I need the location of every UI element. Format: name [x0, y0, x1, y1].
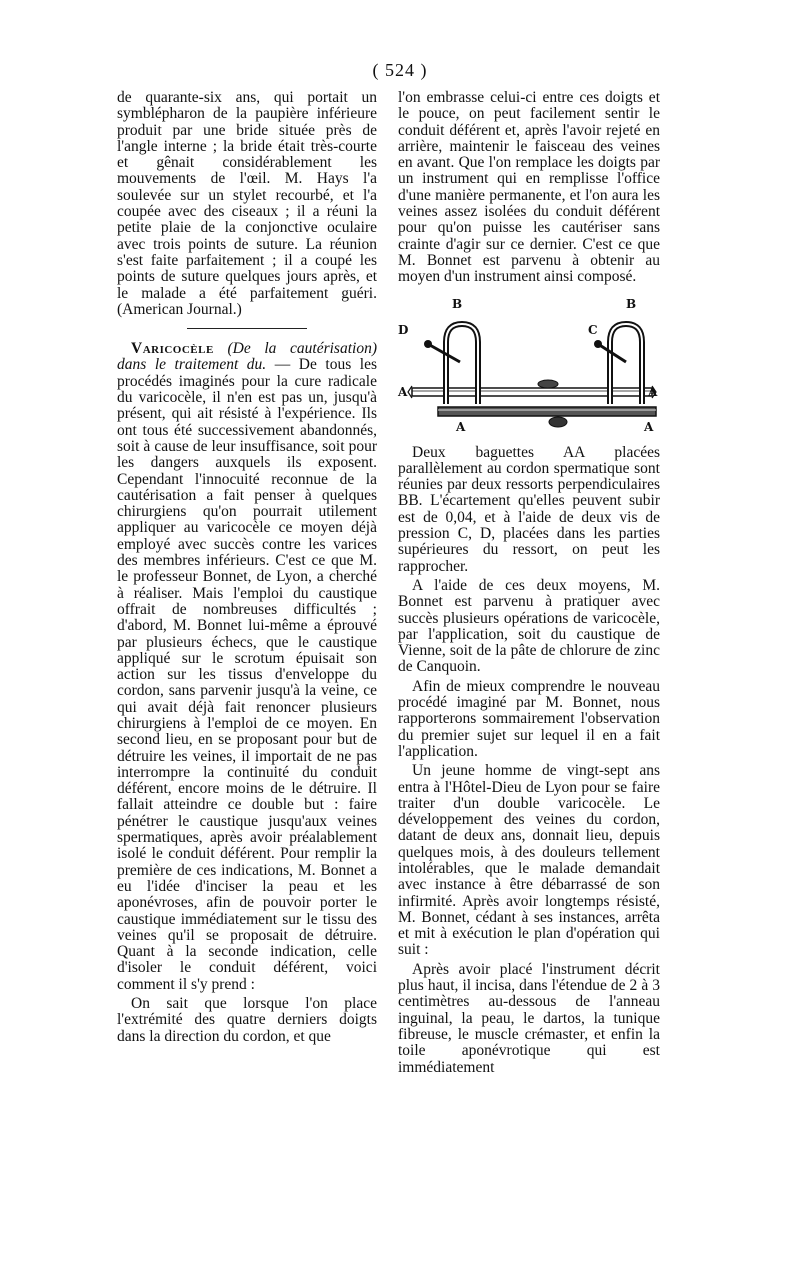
section-divider: [187, 328, 307, 329]
page-number: ( 524 ): [372, 60, 428, 80]
figure-label-b-left: B: [452, 296, 463, 311]
article-title: Varicocèle: [131, 340, 214, 358]
figure-label-d: D: [398, 322, 409, 337]
right-paragraph-1: l'on embrasse celui-ci entre ces doigts et le pouce, on peut facilement sentir le conduit déférent et, après l'avoir rejeté en arrière, maintenir le faisceau des veines en avant. Que l'on remplace les doigts par un instrument qui en remplisse l'office d'une manière permanente, et l'on aura les veines assez isolées du conduit déférent pour qu'on puisse les cautériser sans crainte d'agir sur ce dernier. C'est ce que M. Bonnet est parvenu à obtenir au moyen d'un instrument ainsi composé.: [398, 89, 660, 286]
instrument-figure: [398, 292, 660, 437]
figure-label-a-bottom-left: A: [456, 419, 466, 434]
right-paragraph-2: Deux baguettes AA placées parallèlement au cordon spermatique sont réunies par deux ressorts perpendiculaires BB. L'écartement qu'elles peuvent subir est de 0,04, et à l'aide de deux vis de pression C, D, placées dans les parties supérieures du ressort, on peut les rapprocher.: [398, 443, 660, 575]
varicocele-article-intro: [117, 341, 377, 993]
figure-label-a-left-end: A: [398, 384, 408, 399]
left-paragraph-1: de quarante-six ans, qui portait un symblépharon de la paupière inférieure produit par une bride située près de l'angle interne ; la bride était très-courte et gênait considérablement les mouvements de l'œil. M. Hays l'a soulevée sur un stylet recourbé, et l'a coupée avec des ciseaux ; il a réuni la petite plaie de la conjonctive oculaire avec trois points de suture. La réunion s'est faite parfaitement ; il a coupé les points de suture quelques jours après, et le malade a été parfaitement guéri. (American Journal.): [117, 89, 377, 318]
figure-label-a-bottom-right: A: [644, 419, 654, 434]
figure-label-c: C: [588, 322, 598, 337]
figure-label-a-right-end: A: [648, 384, 658, 399]
figure-label-b-right: B: [626, 296, 637, 311]
instrument-illustration: [398, 292, 660, 437]
left-paragraph-3: On sait que lorsque l'on place l'extrémité des quatre derniers doigts dans la direction du cordon, et que: [117, 995, 377, 1045]
article-subtitle: (De la cautérisation) dans le traitement du.: [117, 340, 377, 374]
right-column: [398, 90, 660, 1076]
left-column: [117, 90, 377, 1045]
right-paragraph-6: Après avoir placé l'instrument décrit plus haut, il incisa, dans l'étendue de 2 à 3 centimètres au-dessous de l'anneau inguinal, la peau, le dartos, la tunique fibreuse, le muscle crémaster, et enfin la toile aponévrotique qui est immédiatement: [398, 960, 660, 1076]
left-paragraph-2: — De tous les procédés imaginés pour la cure radicale du varicocèle, il n'en est pas un, jusqu'à présent, qui ait résisté à l'expérience. Ils ont tous été successivement abandonnés, soit à cause de leur insuffisance, soit pour les dangers auxquels ils exposent. Cependant l'innocuité reconnue de la cautérisation a fait penser à quelques chirurgiens qu'on pourrait utilement appliquer au varicocèle ce moyen déjà employé avec succès contre les varices des membres inférieurs. C'est ce que M. le professeur Bonnet, de Lyon, a cherché à réaliser. Mais l'emploi du caustique offrait de nombreuses difficultés ; d'abord, M. Bonnet lui-même a éprouvé par plusieurs échecs, que le caustique appliqué sur le scrotum épuisait son action sur les tissus d'enveloppe du cordon, sans parvenir jusqu'à la veine, ce qui avait déjà fait renoncer plusieurs chirurgiens à l'emploi de ce moyen. En second lieu, en se proposant pour but de détruire les veines, il importait de ne pas interrompre la continuité du conduit déférent, encore moins de le détruire. Il fallait atteindre ce double but : faire pénétrer le caustique jusqu'aux veines spermatiques, après avoir préalablement isolé le conduit déférent. Pour remplir la première de ces indications, M. Bonnet a eu l'idée d'inciser la peau et les aponévroses, afin de pouvoir porter le caustique immédiatement sur le tissu des veines qu'il se proposait de détruire. Quant à la seconde indication, celle d'isoler le conduit déférent, voici comment il s'y prend :: [117, 356, 377, 993]
right-paragraph-5: Un jeune homme de vingt-sept ans entra à l'Hôtel-Dieu de Lyon pour se faire traiter d'un double varicocèle. Le développement des veines du cordon, datant de deux ans, donnait lieu, depuis quelques mois, à des douleurs tellement intolérables, que le malade demandait avec instance à être débarrassé de son infirmité. Après avoir longtemps résisté, M. Bonnet, cédant à ses instances, arrêta et mit à exécution le plan d'opération qui suit :: [398, 762, 660, 959]
right-paragraph-4: Afin de mieux comprendre le nouveau procédé imaginé par M. Bonnet, nous rapporterons sommairement l'observation du premier sujet sur lequel il en a fait l'application.: [398, 677, 660, 760]
right-paragraph-3: A l'aide de ces deux moyens, M. Bonnet est parvenu à pratiquer avec succès plusieurs opérations de varicocèle, par l'application, soit du caustique de Vienne, soit de la pâte de chlorure de zinc de Canquoin.: [398, 576, 660, 676]
